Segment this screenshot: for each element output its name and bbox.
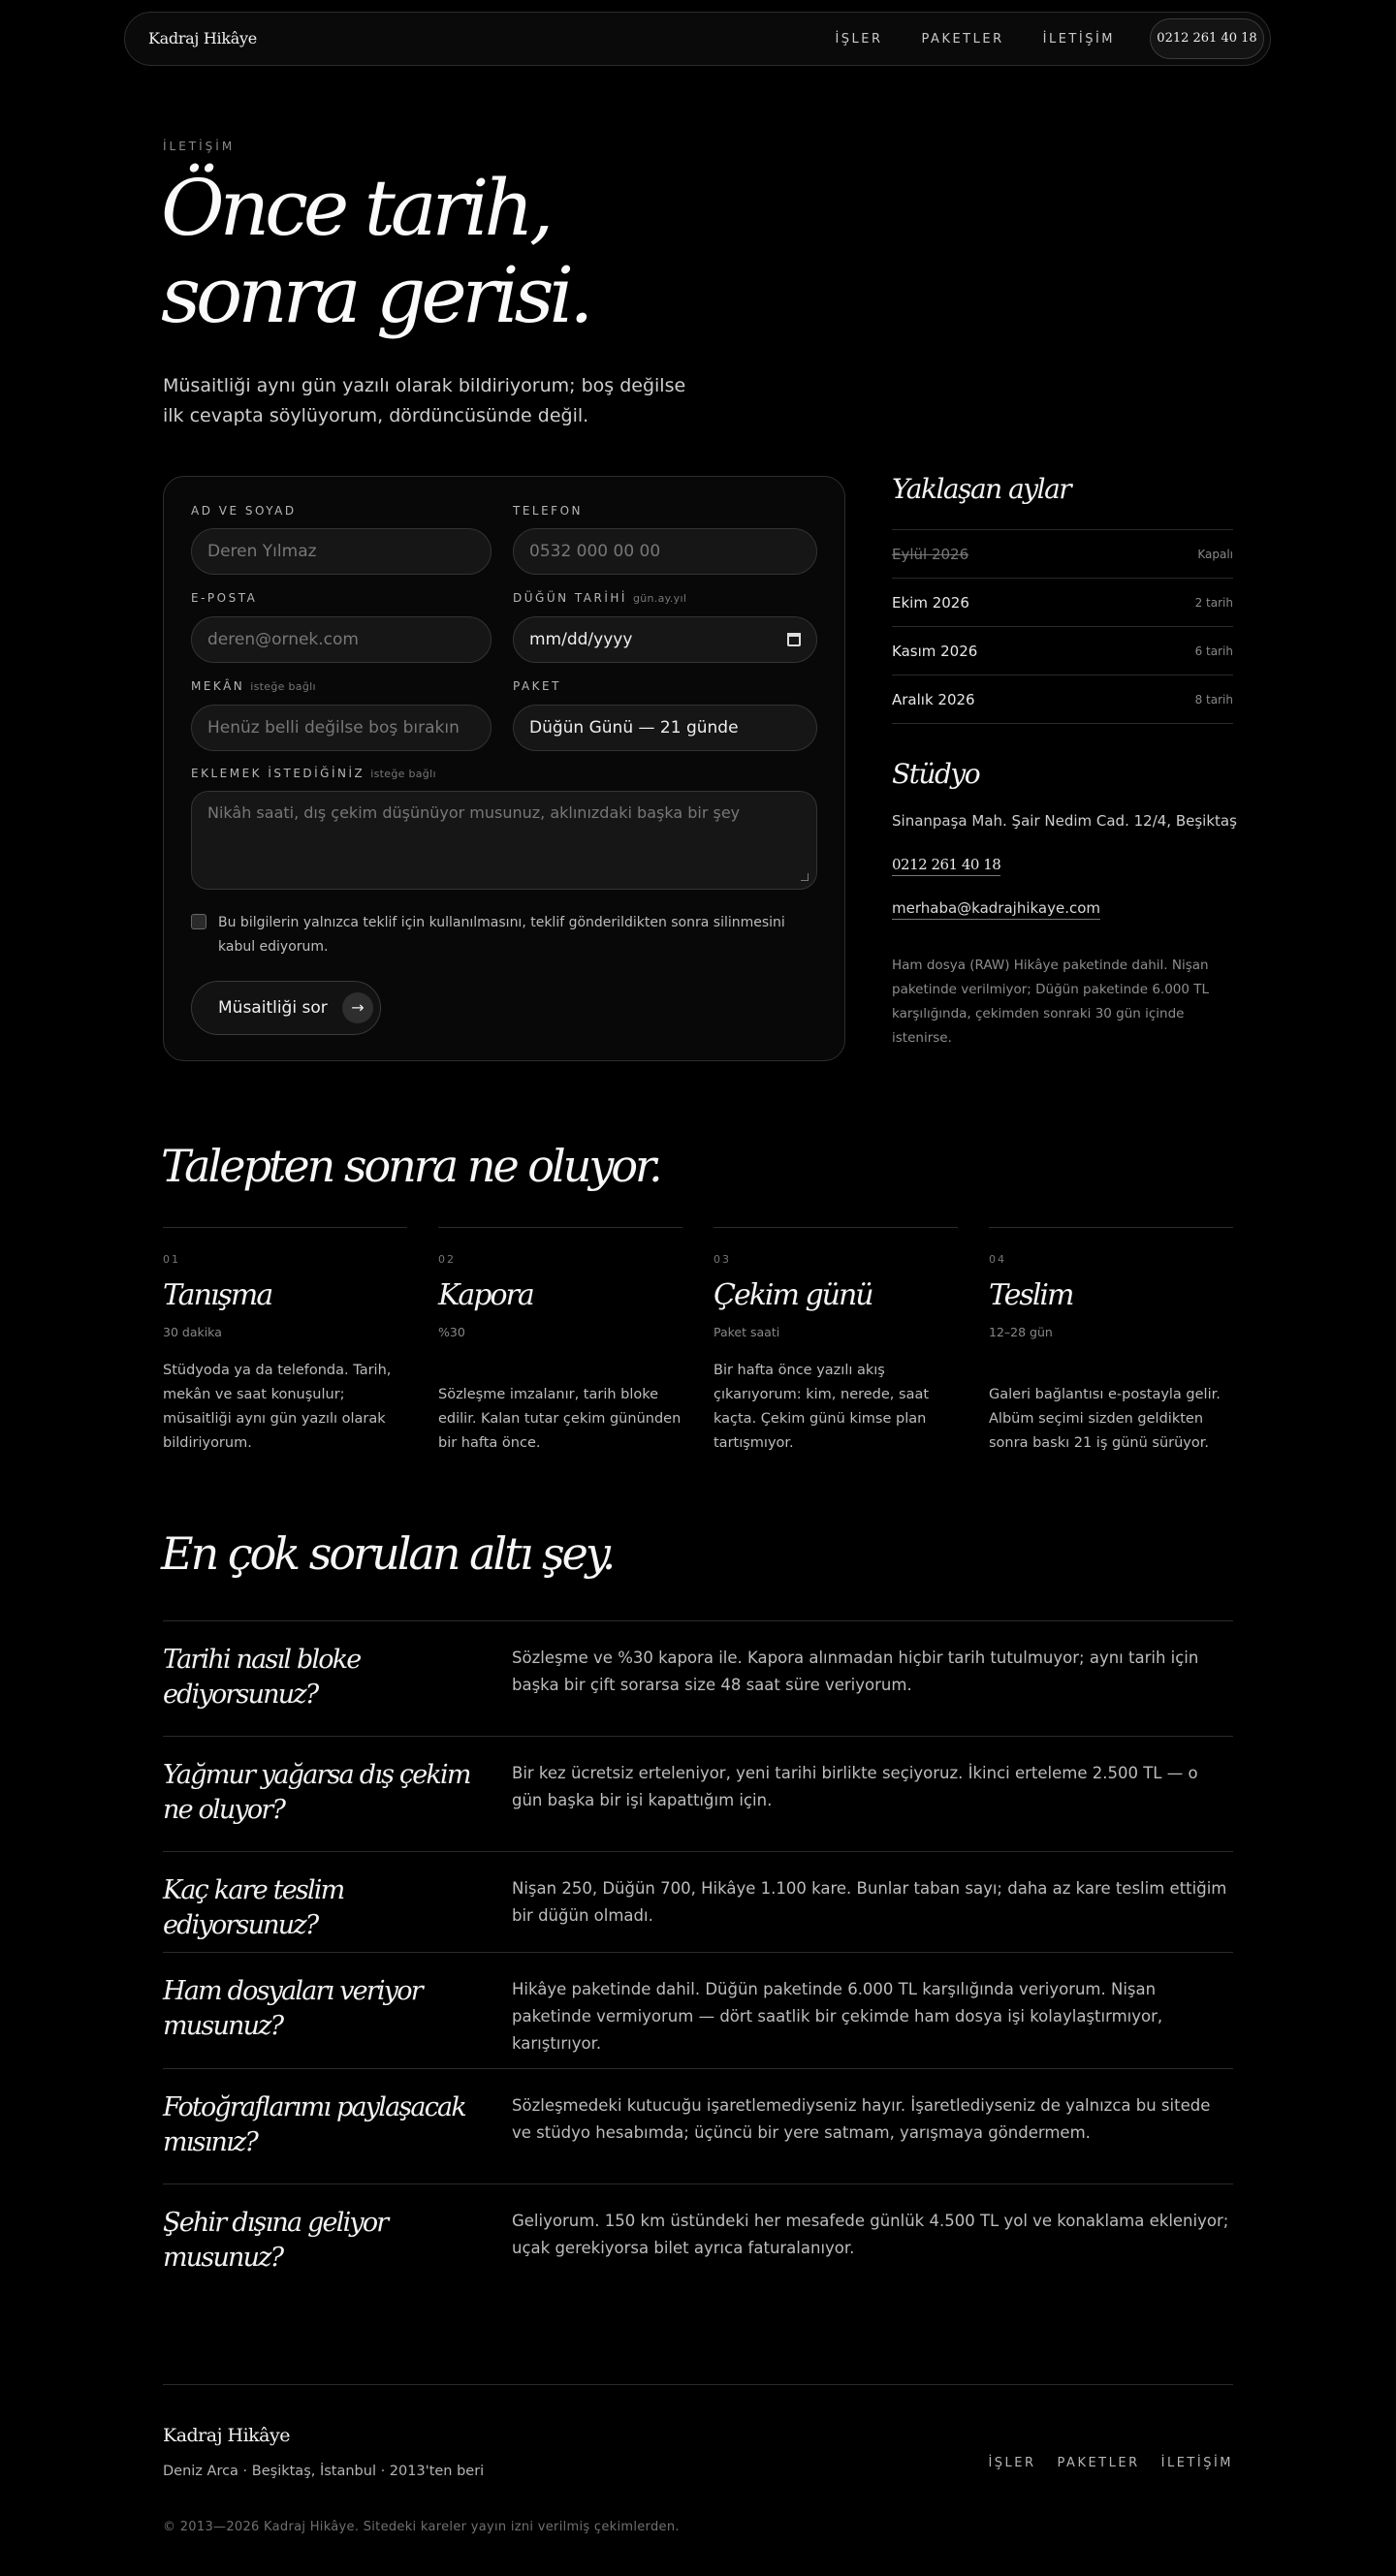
- faq-item: [163, 2183, 1233, 2299]
- consent-checkbox[interactable]: [191, 914, 206, 929]
- faq-question: Ham dosyaları veriyor musunuz?: [163, 1976, 422, 2041]
- process-step: 04 Teslim 12–28 gün Galeri bağlantısı e-postayla gelir. Albüm seçimi sizden geldikten sonra baskı 21 iş günü sürüyor.: [989, 1227, 1233, 1228]
- months-list: [892, 529, 1233, 724]
- hero-title-line1: Önce tarih,: [161, 163, 550, 253]
- process-title: Talepten sonra ne oluyor.: [161, 1140, 660, 1192]
- faq-answer: Sözleşme ve %30 kapora ile. Kapora alınmadan hiçbir tarih tutulmuyor; aynı tarih için başka bir çift sorarsa size 48 saat süre veriyorum.: [512, 1649, 1199, 1694]
- studio-phone-link[interactable]: 0212 261 40 18: [892, 856, 1000, 876]
- nav-link-contact[interactable]: İLETİŞİM: [1042, 32, 1115, 47]
- hero-title-line2: sonra gerisi.: [161, 250, 589, 340]
- date-hint: gün.ay.yıl: [632, 592, 687, 605]
- faq-item: [163, 1851, 1233, 1952]
- studio-title: Stüdyo: [892, 758, 980, 790]
- footer-links: [988, 2456, 1233, 2470]
- nav-links: [835, 32, 1115, 47]
- faq-question: Kaç kare teslim ediyorsunuz?: [163, 1875, 344, 1940]
- venue-input[interactable]: Henüz belli değilse boş bırakın: [191, 705, 492, 751]
- month-row: Eylül 2026 Kapalı: [892, 530, 1233, 579]
- brand-logo[interactable]: Kadraj Hikâye: [148, 29, 257, 47]
- resize-handle-icon[interactable]: [801, 873, 809, 881]
- studio-address: Sinanpaşa Mah. Şair Nedim Cad. 12/4, Beşiktaş: [892, 812, 1237, 830]
- venue-label: MEKÂN isteğe bağlı: [191, 679, 316, 693]
- notes-label: EKLEMEK İSTEDİĞİNİZ isteğe bağlı: [191, 767, 436, 780]
- phone-input[interactable]: 0532 000 00 00: [513, 528, 817, 575]
- faq-title: En çok sorulan altı şey.: [161, 1527, 614, 1580]
- footer-link-contact[interactable]: İLETİŞİM: [1160, 2456, 1233, 2470]
- faq-list: [163, 1620, 1233, 2299]
- faq-question: Fotoğraflarımı paylaşacak mısınız?: [163, 2092, 465, 2157]
- month-row: Kasım 2026 6 tarih: [892, 627, 1233, 675]
- faq-question: Tarihi nasıl bloke ediyorsunuz?: [163, 1645, 361, 1710]
- footer-copyright: © 2013—2026 Kadraj Hikâye. Sitedeki kareler yayın izni verilmiş çekimlerden.: [163, 2520, 680, 2534]
- top-nav: [124, 12, 1271, 66]
- hero-eyebrow: İLETİŞİM: [163, 140, 236, 153]
- venue-hint: isteğe bağlı: [250, 680, 316, 693]
- package-label: PAKET: [513, 679, 561, 693]
- faq-item: [163, 1620, 1233, 1736]
- phone-label: TELEFON: [513, 504, 584, 518]
- date-label: DÜĞÜN TARİHİ gün.ay.yıl: [513, 591, 687, 605]
- hero-title: [161, 165, 589, 339]
- nav-phone-button[interactable]: 0212 261 40 18: [1150, 18, 1264, 59]
- nav-link-works[interactable]: İŞLER: [835, 32, 883, 47]
- month-row: Ekim 2026 2 tarih: [892, 579, 1233, 627]
- nav-link-packages[interactable]: PAKETLER: [921, 32, 1004, 47]
- studio-email-link[interactable]: merhaba@kadrajhikaye.com: [892, 899, 1100, 920]
- availability-title: Yaklaşan aylar: [892, 473, 1071, 505]
- notes-hint: isteğe bağlı: [370, 768, 436, 780]
- consent-text: Bu bilgilerin yalnızca teklif için kullanılmasını, teklif gönderildikten sonra silinmesini kabul ediyorum.: [218, 915, 785, 955]
- faq-question: Şehir dışına geliyor musunuz?: [163, 2208, 388, 2273]
- notes-textarea[interactable]: Nikâh saati, dış çekim düşünüyor musunuz, aklınızdaki başka bir şey: [191, 791, 817, 890]
- faq-item: [163, 1736, 1233, 1851]
- faq-answer: Nişan 250, Düğün 700, Hikâye 1.100 kare. Bunlar taban sayı; daha az kare teslim ettiğim bir düğün olmadı.: [512, 1879, 1227, 1925]
- faq-answer: Hikâye paketinde dahil. Düğün paketinde 6.000 TL karşılığında veriyorum. Nişan paketinde vermiyorum — dört saatlik bir çekimde ham dosya işi kolaylaştırmıyor, karıştırıyor.: [512, 1980, 1163, 2053]
- faq-item: [163, 2068, 1233, 2183]
- footer-link-packages[interactable]: PAKETLER: [1057, 2456, 1140, 2470]
- process-step: 01 Tanışma 30 dakika Stüdyoda ya da telefonda. Tarih, mekân ve saat konuşulur; müsaitliği aynı gün yazılı olarak bildiriyorum.: [163, 1227, 407, 1228]
- submit-label: Müsaitliği sor: [218, 998, 328, 1018]
- arrow-right-icon: →: [342, 992, 373, 1023]
- faq-answer: Bir kez ücretsiz erteleniyor, yeni tarihi birlikte seçiyoruz. İkinci erteleme 2.500 TL — o gün başka bir işi kapattığım için.: [512, 1764, 1198, 1809]
- email-input[interactable]: deren@ornek.com: [191, 616, 492, 663]
- studio-note: Ham dosya (RAW) Hikâye paketinde dahil. Nişan paketinde verilmiyor; Düğün paketinde 6.000 TL karşılığında, çekimden sonraki 30 gün içinde istenirse.: [892, 958, 1210, 1046]
- date-input[interactable]: mm/dd/yyyy: [513, 616, 817, 663]
- package-select[interactable]: Düğün Günü — 21 günde: [513, 705, 817, 751]
- faq-item: [163, 1952, 1233, 2068]
- footer-link-works[interactable]: İŞLER: [988, 2456, 1036, 2470]
- footer-divider: [163, 2384, 1233, 2385]
- process-step: 03 Çekim günü Paket saati Bir hafta önce yazılı akış çıkarıyorum: kim, nerede, saat kaçta. Çekim günü kimse plan tartışmıyor.: [714, 1227, 958, 1228]
- footer-subtitle: Deniz Arca · Beşiktaş, İstanbul · 2013'ten beri: [163, 2464, 485, 2479]
- process-step: 02 Kapora %30 Sözleşme imzalanır, tarih bloke edilir. Kalan tutar çekim gününden bir hafta önce.: [438, 1227, 682, 1228]
- footer-brand[interactable]: Kadraj Hikâye: [163, 2425, 290, 2446]
- faq-answer: Sözleşmedeki kutucuğu işaretlemediyseniz hayır. İşaretlediyseniz de yalnızca bu sitede ve stüdyo hesabımda; üçüncü bir yere satmam, yarışmaya göndermem.: [512, 2096, 1211, 2142]
- hero-subtitle: Müsaitliği aynı gün yazılı olarak bildiriyorum; boş değilse ilk cevapta söylüyorum, dördüncüsünde değil.: [163, 375, 686, 426]
- faq-question: Yağmur yağarsa dış çekim ne oluyor?: [163, 1760, 470, 1825]
- name-label: AD VE SOYAD: [191, 504, 297, 518]
- name-input[interactable]: Deren Yılmaz: [191, 528, 492, 575]
- calendar-icon[interactable]: [787, 633, 801, 646]
- faq-answer: Geliyorum. 150 km üstündeki her mesafede günlük 4.500 TL yol ve konaklama ekleniyor; uçak gerekiyorsa bilet ayrıca faturalanıyor.: [512, 2212, 1229, 2257]
- inquiry-form: [163, 476, 845, 1061]
- submit-button[interactable]: [191, 981, 381, 1035]
- month-row: Aralık 2026 8 tarih: [892, 675, 1233, 724]
- email-label: E-POSTA: [191, 591, 258, 605]
